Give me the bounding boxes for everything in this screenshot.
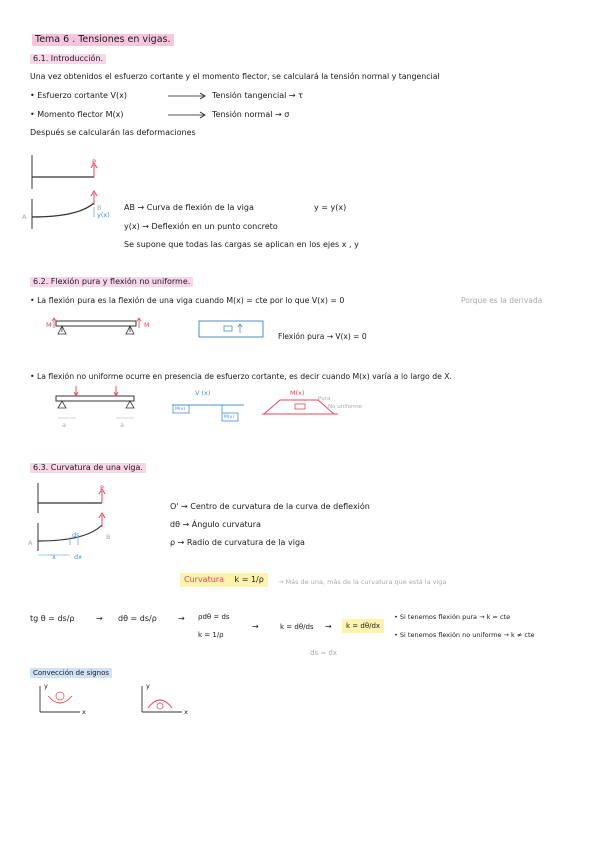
- formula-k-dx: k = dθ/dx: [342, 619, 384, 633]
- point-a-label: A: [22, 213, 27, 221]
- shear-positive-label: M(x): [224, 415, 235, 420]
- page-title: Tema 6 . Tensiones en vigas.: [32, 34, 174, 46]
- load-p-label: P: [92, 158, 96, 166]
- curv-load-p-label: P: [100, 484, 104, 492]
- curvature-note: → Más de una, más de la curvatura que está la viga: [278, 578, 447, 586]
- curvature-label: Curvatura: [184, 575, 224, 584]
- arrow-right-icon: →: [96, 614, 103, 623]
- cantilever-beam-diagram: [28, 155, 118, 235]
- curvature-box: [180, 573, 268, 587]
- curv-point-b-label: B: [106, 533, 111, 541]
- yx-text: y = y(x): [314, 203, 347, 212]
- nonuniform-result: • Si tenemos flexión no uniforme → k ≠ cte: [394, 631, 535, 639]
- bullet-flector-result: Tensión normal → σ: [212, 110, 290, 119]
- pure-note: Pura: [318, 396, 331, 402]
- deflection-label: y(x): [97, 211, 110, 219]
- axis-y-label: y: [44, 682, 48, 690]
- arrow-right-icon: →: [252, 622, 259, 631]
- ds-approx-dx: ds ≈ dx: [310, 649, 337, 657]
- formula-rho-dtheta: ρdθ = ds: [198, 613, 230, 621]
- formula-dtheta: dθ = ds/ρ: [118, 614, 157, 623]
- dimension-a-right: a: [120, 421, 124, 429]
- dimension-a-left: a: [62, 421, 66, 429]
- sign-convention-heading: Convección de signos: [30, 668, 112, 678]
- arrow-icon: [168, 91, 208, 101]
- dx-label: dx: [74, 553, 82, 561]
- section-6-1-heading: 6.1. Introducción.: [30, 54, 106, 64]
- pure-bending-beam: [50, 318, 150, 344]
- axis-y-label: y: [146, 682, 150, 690]
- point-b-label: B: [97, 204, 102, 212]
- nonuniform-note: No uniforme: [328, 404, 362, 410]
- curvature-beam-diagram: [34, 483, 124, 563]
- arrow-right-icon: →: [178, 614, 185, 623]
- formula-k-ds: k = dθ/ds: [280, 623, 314, 631]
- arrow-icon: [168, 110, 208, 120]
- formula-k-rho: k = 1/ρ: [198, 631, 224, 639]
- def-angle: dθ → Ángulo curvatura: [170, 520, 261, 529]
- curv-point-a-label: A: [28, 539, 33, 547]
- deformaciones-text: Después se calcularán las deformaciones: [30, 128, 196, 137]
- moment-left-label: M: [46, 321, 52, 329]
- moment-diagram-box: [198, 320, 268, 340]
- axis-x-label: x: [82, 708, 86, 716]
- intro-text: Una vez obtenidos el esfuerzo cortante y el momento flector, se calculará la tensión normal y tangencial: [30, 72, 440, 81]
- def-center: O' → Centro de curvatura de la curva de deflexión: [170, 502, 370, 511]
- ab-curve-text: AB → Curva de flexión de la viga: [124, 203, 254, 212]
- derivative-note: Porque es la derivada: [461, 296, 543, 305]
- moment-label: M(x): [290, 389, 305, 397]
- arrow-right-icon: →: [325, 622, 332, 631]
- moment-right-label: M: [144, 321, 150, 329]
- formula-tg: tg θ = ds/ρ: [30, 614, 75, 623]
- deflection-text: y(x) → Deflexión en un punto concreto: [124, 222, 278, 231]
- pure-result: • Si tenemos flexión pura → k = cte: [394, 613, 511, 621]
- x-label: x: [52, 553, 56, 561]
- bullet-cortante: • Esfuerzo cortante V(x): [30, 91, 127, 100]
- bullet-cortante-result: Tensión tangencial → τ: [212, 91, 303, 100]
- def-radius: ρ → Radio de curvatura de la viga: [170, 538, 305, 547]
- axis-x-label: x: [184, 708, 188, 716]
- section-6-2-heading: 6.2. Flexión pura y flexión no uniforme.: [30, 277, 193, 287]
- pure-bending-text: • La flexión pura es la flexión de una viga cuando M(x) = cte por lo que V(x) = 0: [30, 296, 345, 305]
- loads-axes-text: Se supone que todas las cargas se aplican en los ejes x , y: [124, 240, 359, 249]
- pure-bending-label: Flexión pura → V(x) = 0: [278, 332, 367, 341]
- curvature-formula: k = 1/ρ: [234, 575, 264, 584]
- bullet-flector: • Momento flector M(x): [30, 110, 124, 119]
- shear-label: V (x): [195, 389, 211, 397]
- shear-negative-label: M(x): [175, 407, 186, 412]
- ds-label: ds: [72, 531, 80, 539]
- section-6-3-heading: 6.3. Curvatura de una viga.: [30, 463, 146, 473]
- nonuniform-text: • La flexión no uniforme ocurre en presencia de esfuerzo cortante, es decir cuando M(x) varía a lo largo de X.: [30, 372, 452, 381]
